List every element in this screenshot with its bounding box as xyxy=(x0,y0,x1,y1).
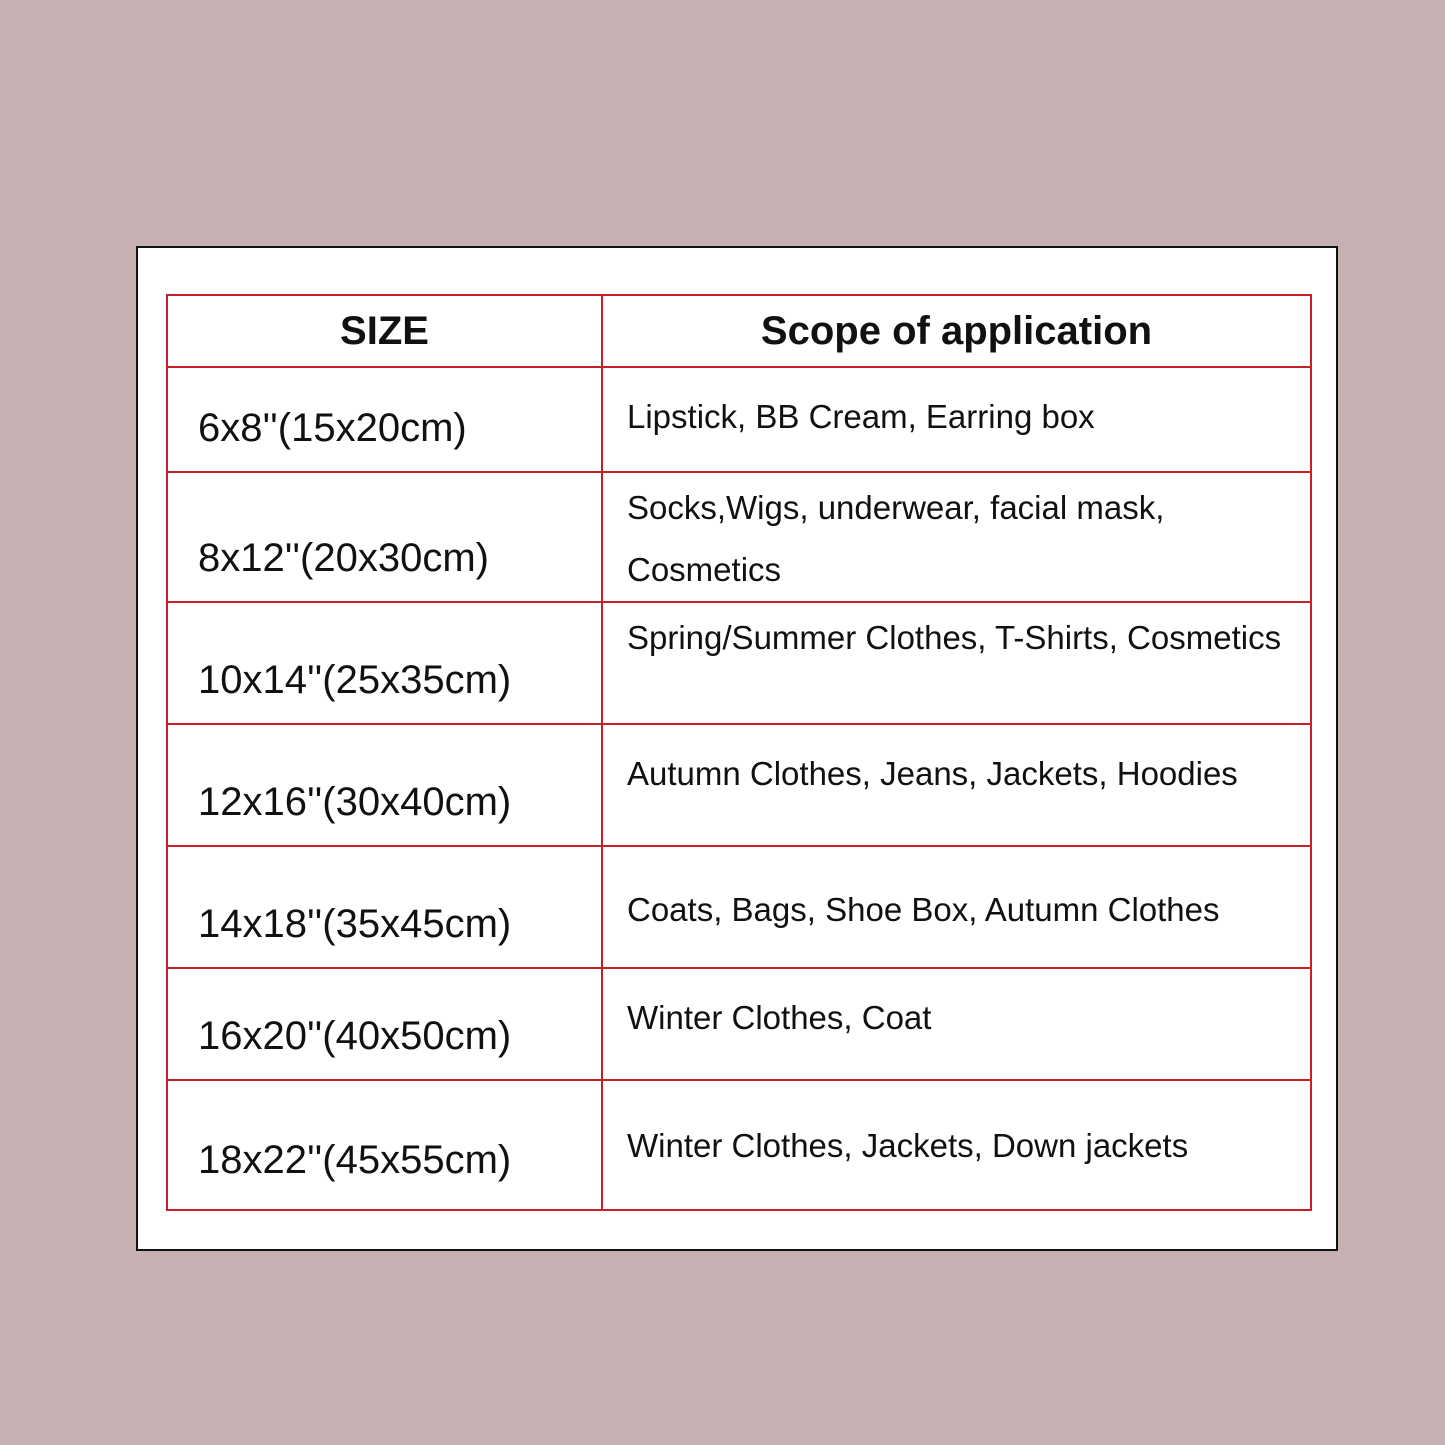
size-cell: 12x16''(30x40cm) xyxy=(167,724,602,846)
table-row xyxy=(167,602,1311,724)
scope-cell: Socks,Wigs, underwear, facial mask, Cosmetics xyxy=(602,472,1311,602)
scope-cell: Autumn Clothes, Jeans, Jackets, Hoodies xyxy=(602,724,1311,846)
table-row xyxy=(167,968,1311,1080)
size-cell: 10x14''(25x35cm) xyxy=(167,602,602,724)
scope-cell: Lipstick, BB Cream, Earring box xyxy=(602,367,1311,472)
size-cell: 18x22''(45x55cm) xyxy=(167,1080,602,1210)
size-chart-card xyxy=(136,246,1338,1251)
scope-cell: Coats, Bags, Shoe Box, Autumn Clothes xyxy=(602,846,1311,968)
size-cell: 6x8''(15x20cm) xyxy=(167,367,602,472)
scope-cell: Winter Clothes, Coat xyxy=(602,968,1311,1080)
table-row xyxy=(167,846,1311,968)
table-header-row xyxy=(167,295,1311,367)
size-table xyxy=(166,294,1312,1211)
table-row xyxy=(167,1080,1311,1210)
table-row xyxy=(167,472,1311,602)
table-row xyxy=(167,367,1311,472)
table-row xyxy=(167,724,1311,846)
size-column-header: SIZE xyxy=(167,295,602,367)
scope-cell: Spring/Summer Clothes, T-Shirts, Cosmetics xyxy=(602,602,1311,724)
size-cell: 8x12''(20x30cm) xyxy=(167,472,602,602)
size-cell: 16x20''(40x50cm) xyxy=(167,968,602,1080)
scope-cell: Winter Clothes, Jackets, Down jackets xyxy=(602,1080,1311,1210)
scope-column-header: Scope of application xyxy=(602,295,1311,367)
size-cell: 14x18''(35x45cm) xyxy=(167,846,602,968)
